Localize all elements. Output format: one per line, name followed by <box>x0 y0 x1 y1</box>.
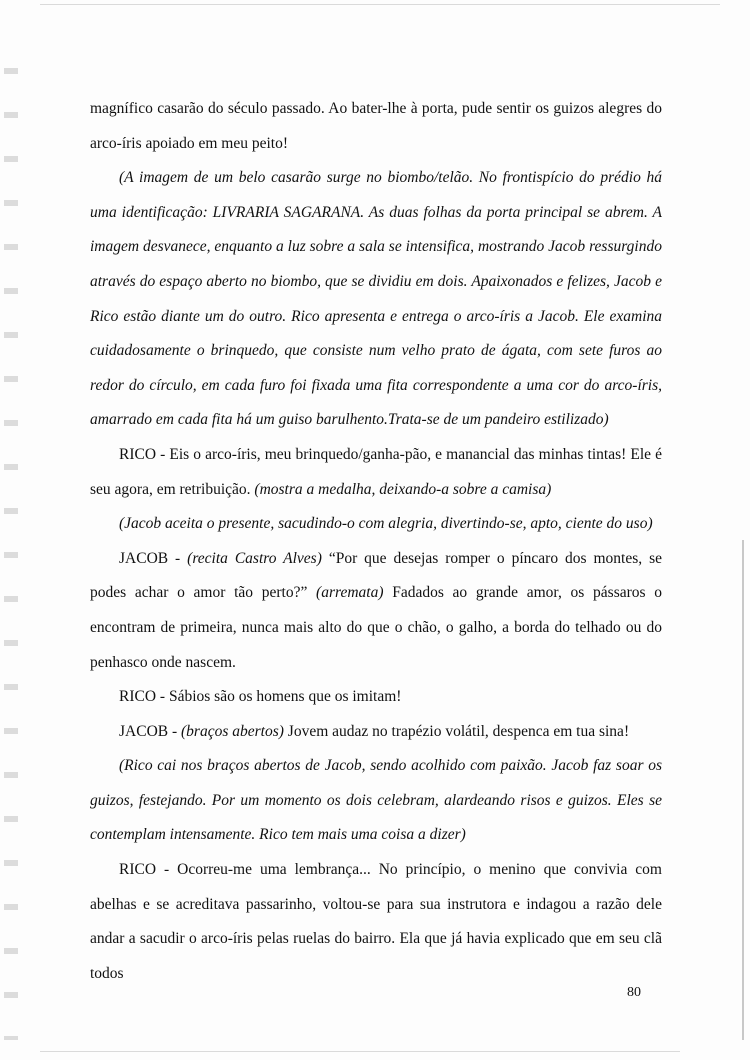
dialogue-speaker: JACOB - <box>119 549 188 567</box>
inline-stage-direction: (braços abertos) <box>181 722 284 740</box>
scan-artifact-right <box>742 540 744 1040</box>
dialogue-line: “Por que desejas romper o píncaro dos montes, se podes achar o amor tão perto?” <box>90 549 662 602</box>
dialogue-rico: RICO - Ocorreu-me uma lembrança... No princípio, o menino que convivia com abelhas e se acreditava passarinho, voltou-se para sua instrutora e indagou a razão dele andar a sacudir o arco-íris pelas ruelas do bairro. Ela que já havia explicado que em seu clã todos <box>90 861 662 982</box>
script-body <box>90 92 662 991</box>
dialogue-speaker: JACOB - <box>119 722 182 740</box>
dialogue-line: RICO - Eis o arco-íris, meu brinquedo/ganha-pão, e manancial das minhas tintas! Ele é seu agora, em retribuição. <box>90 445 662 498</box>
scan-artifact-bottom <box>40 1051 680 1052</box>
scan-artifact-left <box>4 30 18 1040</box>
scan-artifact-top <box>40 4 720 5</box>
stage-direction: (Rico cai nos braços abertos de Jacob, sendo acolhido com paixão. Jacob faz soar os guizos, festejando. Por um momento os dois celebram, alardeando risos e guizos. Eles se contemplam intensamente. Rico tem mais uma coisa a dizer) <box>90 757 662 844</box>
inline-stage-direction: (mostra a medalha, deixando-a sobre a camisa) <box>254 480 552 498</box>
dialogue-line: Jovem audaz no trapézio volátil, despenca em tua sina! <box>283 722 630 740</box>
dialogue-line: Fadados ao grande amor, os pássaros o encontram de primeira, nunca mais alto do que o chão, o galho, a borda do telhado ou do penhasco onde nascem. <box>90 584 662 671</box>
narration-paragraph: magnífico casarão do século passado. Ao bater-lhe à porta, pude sentir os guizos alegres do arco-íris apoiado em meu peito! <box>90 100 662 152</box>
stage-direction: (A imagem de um belo casarão surge no biombo/telão. No frontispício do prédio há uma identificação: LIVRARIA SAGARANA. As duas folhas da porta principal se abrem. A imagem desvanece, enquanto a luz sobre a sala se intensifica, mostrando Jacob ressurgindo através do espaço aberto no biombo, que se dividiu em dois. Apaixonados e felizes, Jacob e Rico estão diante um do outro. Rico apresenta e entrega o arco-íris a Jacob. Ele examina cuidadosamente o brinquedo, que consiste num velho prato de ágata, com sete furos ao redor do círculo, em cada furo foi fixada uma fita correspondente a uma cor do arco-íris, amarrado em cada fita há um guiso barulhento.Trata-se de um pandeiro estilizado) <box>90 169 662 429</box>
dialogue-jacob <box>90 715 662 750</box>
page-number: 80 <box>627 985 641 1000</box>
dialogue-rico: RICO - Sábios são os homens que os imitam! <box>119 688 402 706</box>
inline-stage-direction: (arremata) <box>316 584 384 602</box>
dialogue-rico <box>90 438 662 507</box>
stage-direction: (Jacob aceita o presente, sacudindo-o com alegria, divertindo-se, apto, ciente do uso) <box>119 515 653 533</box>
inline-stage-direction: (recita Castro Alves) <box>187 549 322 567</box>
dialogue-jacob <box>90 542 662 680</box>
